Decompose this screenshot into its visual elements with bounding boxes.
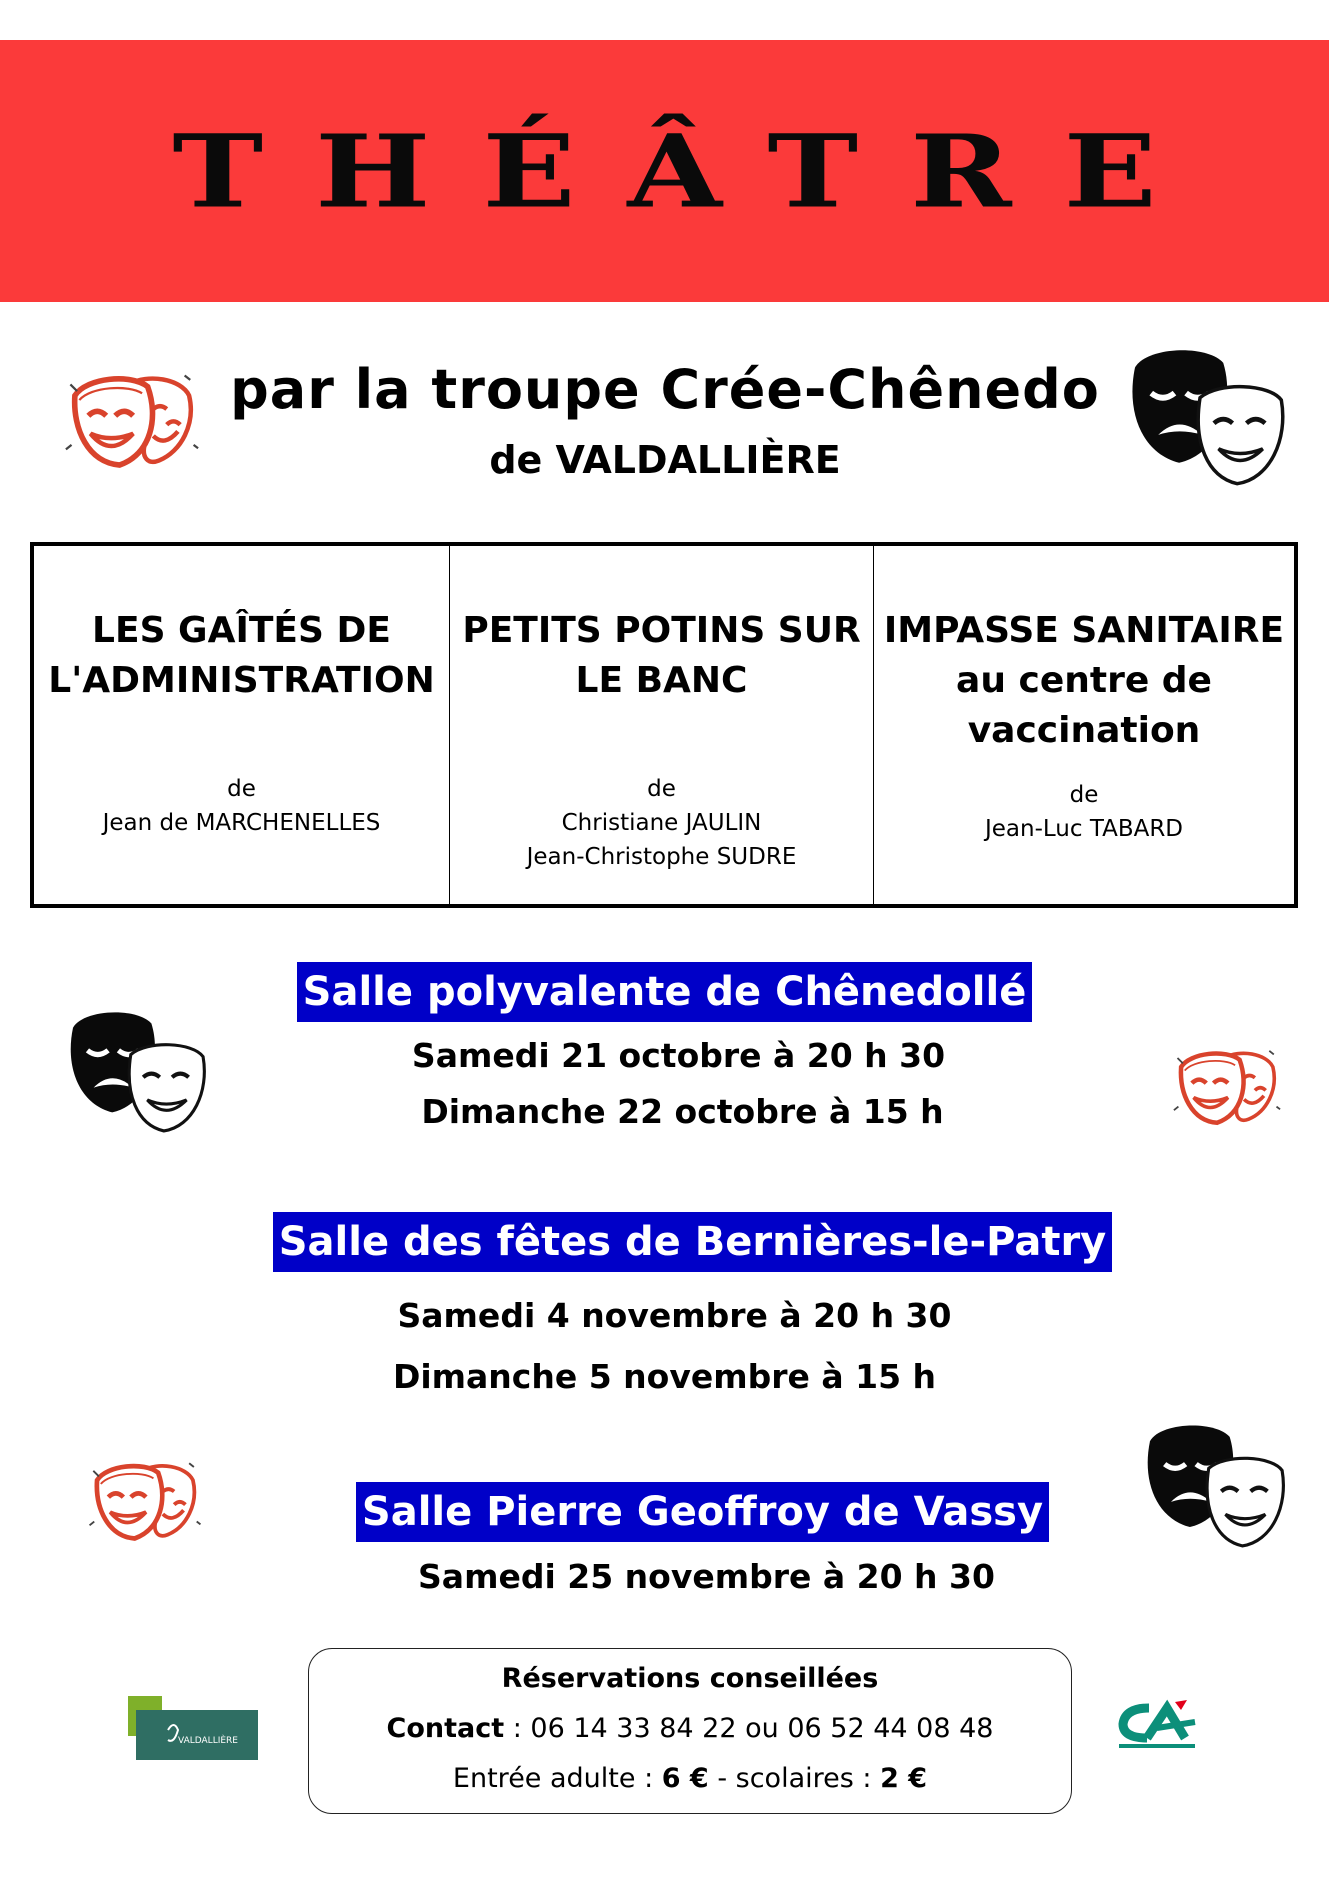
reservations-box [308, 1648, 1072, 1814]
play-cell [874, 546, 1294, 904]
price-school: 2 € [880, 1763, 928, 1794]
play-author: de Jean de MARCHENELLES [102, 776, 381, 836]
valdalliere-logo [128, 1696, 258, 1760]
venue-heading [28, 1212, 1329, 1272]
price-adult: 6 € [661, 1763, 709, 1794]
play-title: IMPASSE SANITAIRE au centre de vaccination [883, 610, 1285, 751]
venue-heading [38, 1482, 1329, 1542]
venue-name: Salle polyvalente de Chênedollé [297, 962, 1033, 1022]
comedy-tragedy-masks-icon [1122, 342, 1292, 486]
credit-agricole-logo [1115, 1698, 1197, 1750]
play-title: PETITS POTINS SUR LE BANC [462, 610, 861, 701]
venue-name: Salle Pierre Geoffroy de Vassy [356, 1482, 1049, 1542]
show-date: Dimanche 5 novembre à 15 h [392, 1357, 937, 1396]
troupe-line: par la troupe Crée-Chênedo [230, 358, 1100, 421]
play-cell [34, 546, 450, 904]
contact-line [309, 1713, 1071, 1744]
reservations-heading: Réservations conseillées [501, 1663, 879, 1694]
show-date: Samedi 21 octobre à 20 h 30 [411, 1036, 946, 1075]
price-line: Entrée adulte : 6 € - scolaires : 2 € [452, 1763, 928, 1794]
play-title: LES GAÎTÉS DE L'ADMINISTRATION [48, 610, 435, 701]
play-author: de Jean-Luc TABARD [984, 782, 1184, 842]
plays-table [30, 542, 1298, 908]
banner-title: THÉÂTRE [172, 111, 1209, 231]
play-author: de Christiane JAULIN Jean-Christophe SUDRE [526, 776, 797, 870]
venue-name: Salle des fêtes de Bernières-le-Patry [273, 1212, 1113, 1272]
show-date: Samedi 4 novembre à 20 h 30 [397, 1296, 952, 1335]
show-date: Dimanche 22 octobre à 15 h [421, 1092, 944, 1131]
village-line: de VALDALLIÈRE [489, 438, 841, 482]
happy-mask-pair-icon [62, 362, 202, 474]
title-banner [0, 40, 1329, 302]
show-date: Samedi 25 novembre à 20 h 30 [418, 1557, 995, 1596]
contact-label: Contact [386, 1713, 505, 1744]
valdalliere-logo-text: VALDALLIÈRE [178, 1736, 238, 1746]
venue-heading [0, 962, 1329, 1022]
play-cell [450, 546, 874, 904]
contact-phones: : 06 14 33 84 22 ou 06 52 44 08 48 [504, 1713, 994, 1744]
